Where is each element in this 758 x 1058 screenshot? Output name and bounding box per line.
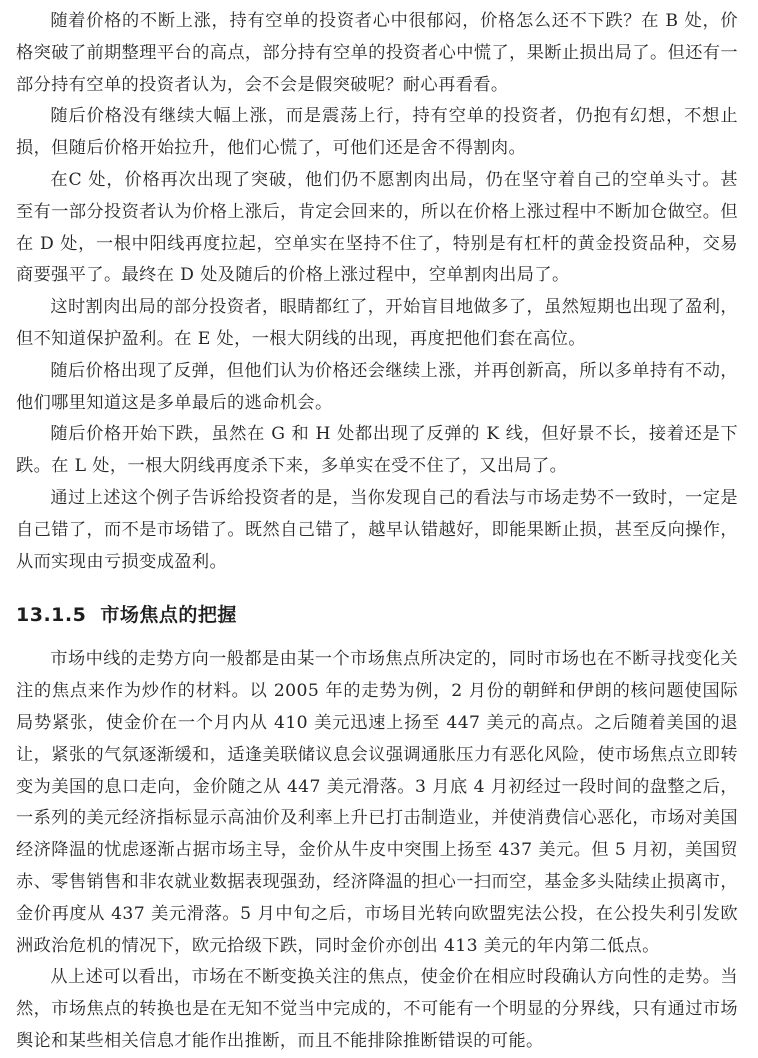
paragraph-lesson: 通过上述这个例子告诉给投资者的是，当你发现自己的看法与市场走势不一致时，一定是自己错了，而不是市场错了。既然自己错了，越早认错越好，即能果断止损，甚至反向操作，从而实现由亏损变成盈利。 — [16, 487, 738, 572]
paragraph-breakout-at-c-and-d: 在C 处，价格再次出现了突破，他们仍不愿割肉出局，仍在坚守着自己的空单头寸。甚至有一部分投资者认为价格上涨后，肯定会回来的，所以在价格上涨过程中不断加仓做空。但在 D 处，一根中阳线再度拉起，空单实在坚持不住了，特别是有杠杆的黄金投资品种，交易商要强平了。最终在 D 处及随后的价格上涨过程中，空单割肉出局了。 — [16, 169, 738, 286]
paragraph-short-holders-worry: 随着价格的不断上涨，持有空单的投资者心中很郁闷，价格怎么还不下跌？在 B 处，价格突破了前期整理平台的高点，部分持有空单的投资者心中慌了，果断止损出局了。但还有一部分持有空单的投资者认为，会不会是假突破呢？耐心再看看。 — [16, 11, 738, 95]
section-number: 13.1.5 — [16, 604, 87, 627]
paragraph-decline-g-h-l: 随后价格开始下跌，虽然在 G 和 H 处都出现了反弹的 K 线，但好景不长，接着还是下跌。在 L 处，一根大阴线再度杀下来，多单实在受不住了，又出局了。 — [16, 424, 738, 477]
paragraph-oscillating-rise: 随后价格没有继续大幅上涨，而是震荡上行，持有空单的投资者，仍抱有幻想，不想止损，但随后价格开始拉升，他们心慌了，可他们还是舍不得割肉。 — [16, 106, 738, 159]
section-heading — [16, 600, 738, 630]
paragraph-focus-conclusion: 从上述可以看出，市场在不断变换关注的焦点，使金价在相应时段确认方向性的走势。当然，市场焦点的转换也是在无知不觉当中完成的，不可能有一个明显的分界线，只有通过市场舆论和某些相关信息才能作出推断，而且不能排除推断错误的可能。 — [16, 967, 738, 1051]
paragraph-rebound: 随后价格出现了反弹，但他们认为价格还会继续上涨，并再创新高，所以多单持有不动，他们哪里知道这是多单最后的逃命机会。 — [16, 360, 738, 413]
paragraph-blind-long-at-e: 这时割肉出局的部分投资者，眼睛都红了，开始盲目地做多了，虽然短期也出现了盈利，但不知道保护盈利。在 E 处，一根大阴线的出现，再度把他们套在高位。 — [16, 297, 738, 349]
section-title: 市场焦点的把握 — [100, 604, 237, 627]
paragraph-market-focus-2005: 市场中线的走势方向一般都是由某一个市场焦点所决定的，同时市场也在不断寻找变化关注的焦点来作为炒作的材料。以 2005 年的走势为例，2 月份的朝鲜和伊朗的核问题使国际局势紧张，使金价在一个月内从 410 美元迅速上扬至 447 美元的高点。之后随着美国的退让，紧张的气氛逐渐缓和，适逢美联储议息会议强调通胀压力有恶化风险，使市场焦点立即转变为美国的息口走向，金价随之从 447 美元滑落。3 月底 4 月初经过一段时间的盘整之后，一系列的美元经济指标显示高油价及利率上升已打击制造业，并使消费信心恶化，市场对美国经济降温的忧虑逐渐占据市场主导，金价从牛皮中突围上扬至 437 美元。但 5 月初，美国贸赤、零售销售和非农就业数据表现强劲，经济降温的担心一扫而空，基金多头陆续止损离市，金价再度从 437 美元滑落。5 月中旬之后，市场目光转向欧盟宪法公投，在公投失利引发欧洲政治危机的情况下，欧元拾级下跌，同时金价亦创出 413 美元的年内第二低点。 — [16, 649, 738, 956]
